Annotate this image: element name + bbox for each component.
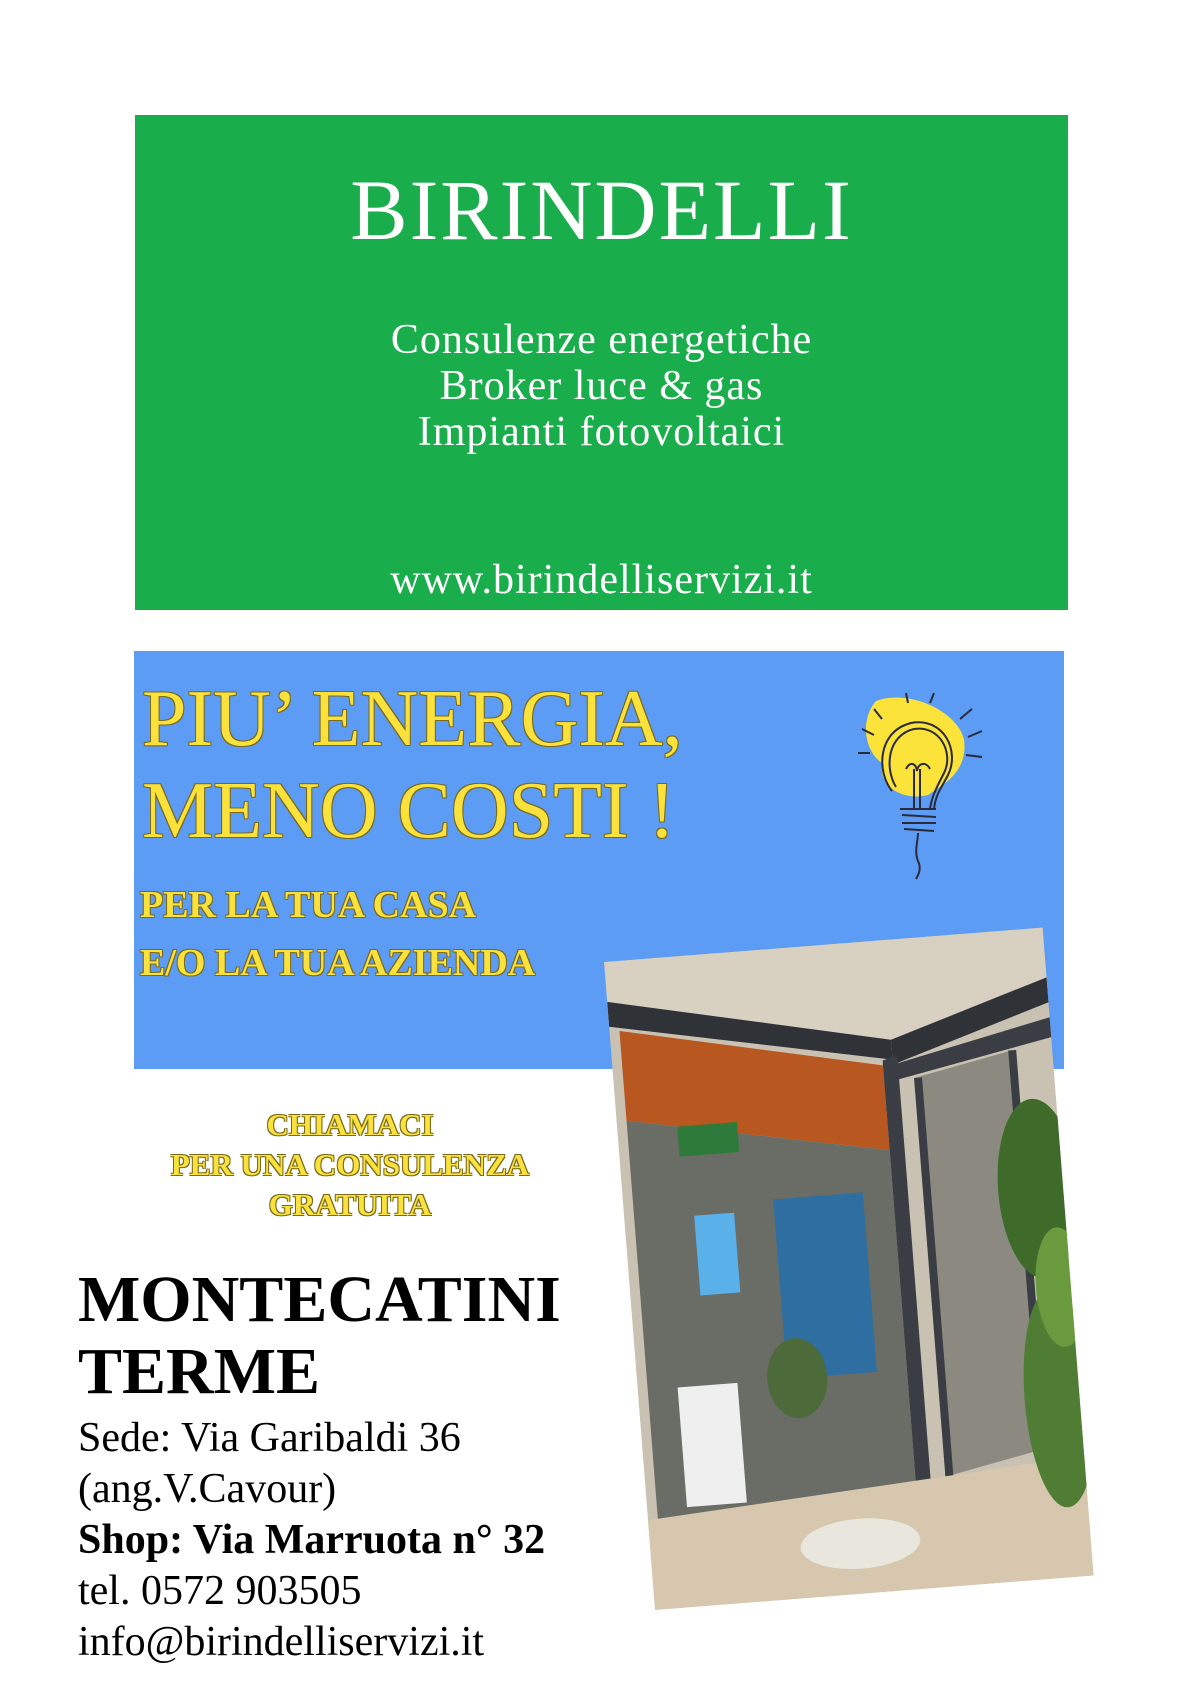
promo-headline — [142, 673, 683, 857]
headline-line: PIU’ ENERGIA, — [142, 675, 683, 763]
sede-note: (ang.V.Cavour) — [78, 1466, 337, 1512]
storefront-photo — [604, 927, 1094, 1610]
service-item: Impianti fotovoltaici — [417, 409, 786, 455]
service-item: Broker luce & gas — [439, 363, 764, 409]
header-banner — [135, 115, 1068, 610]
city-line: TERME — [78, 1335, 321, 1408]
brand-title: BIRINDELLI — [350, 162, 853, 258]
lightbulb-icon — [856, 691, 986, 881]
headline-line: MENO COSTI ! — [142, 767, 676, 855]
city-line: MONTECATINI — [78, 1263, 561, 1336]
website-link[interactable]: www.birindelliservizi.it — [390, 557, 813, 603]
phone-number[interactable]: tel. 0572 903505 — [78, 1568, 362, 1614]
sede-address: Sede: Via Garibaldi 36 — [78, 1415, 461, 1461]
subtitle-line: PER LA TUA CASA — [140, 884, 477, 926]
service-item: Consulenze energetiche — [390, 317, 813, 363]
email-address[interactable]: info@birindelliservizi.it — [78, 1619, 485, 1665]
promo-subtitle — [140, 876, 535, 992]
call-to-action — [140, 1105, 560, 1225]
cta-line: GRATUITA — [268, 1187, 432, 1222]
subtitle-line: E/O LA TUA AZIENDA — [140, 942, 536, 984]
cta-line: CHIAMACI — [266, 1107, 434, 1142]
shop-address: Shop: Via Marruota n° 32 — [78, 1517, 546, 1563]
contact-info — [78, 1413, 545, 1668]
services-list — [135, 317, 1068, 455]
cta-line: PER UNA CONSULENZA — [170, 1147, 530, 1182]
city-name — [78, 1264, 561, 1408]
